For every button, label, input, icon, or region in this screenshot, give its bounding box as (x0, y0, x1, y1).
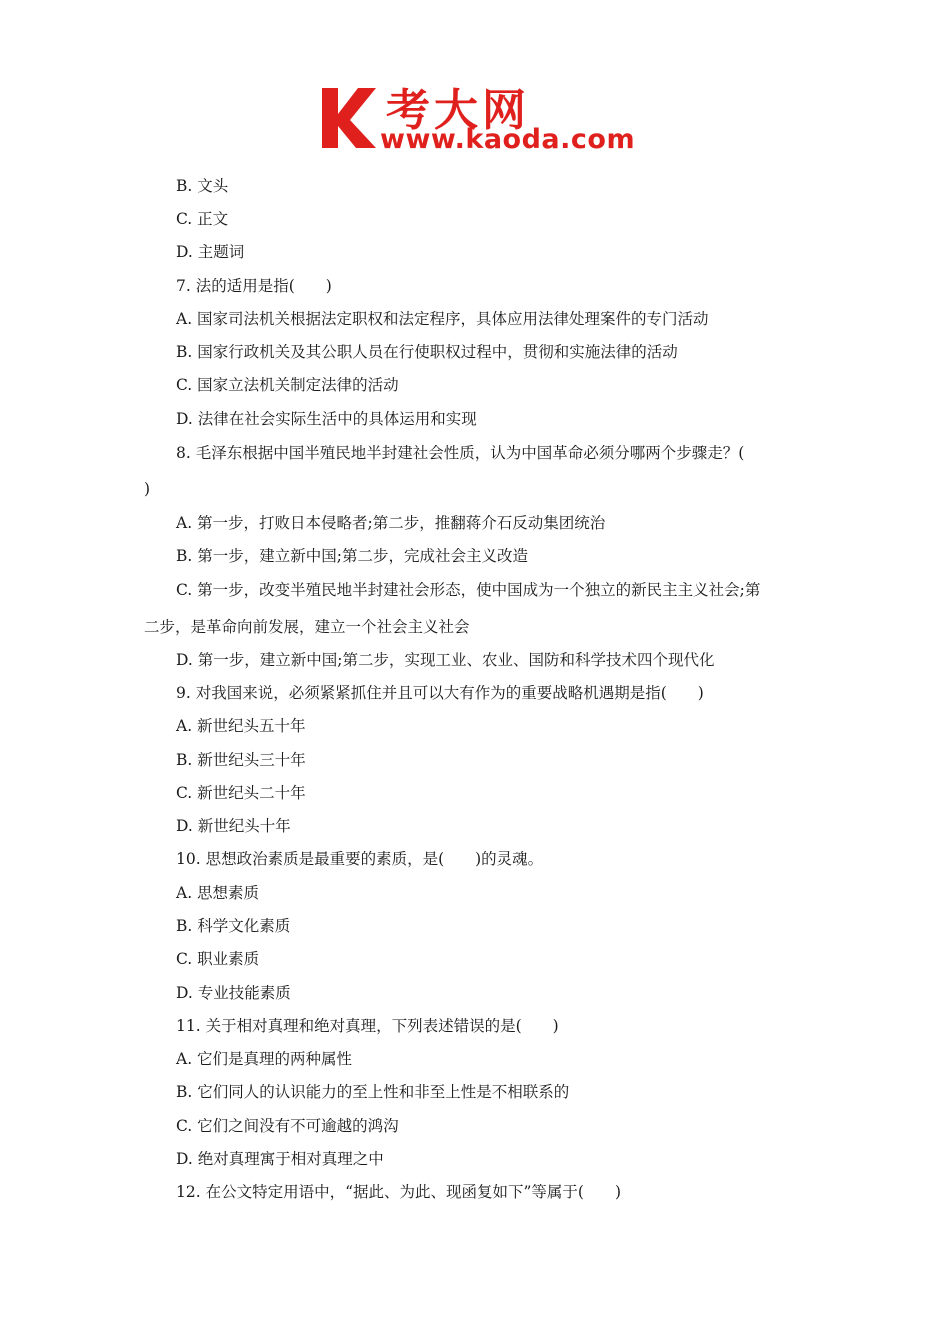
option-line: C. 第一步，改变半殖民地半封建社会形态，使中国成为一个独立的新民主主义社会;第 (176, 581, 761, 599)
option-line: A. 思想素质 (176, 884, 260, 902)
option-line: A. 第一步，打败日本侵略者;第二步，推翻蒋介石反动集团统治 (176, 514, 606, 532)
option-line: B. 文头 (176, 177, 229, 195)
option-line: B. 科学文化素质 (176, 917, 291, 935)
question-line: 12. 在公文特定用语中，“据此、为此、现函复如下”等属于( ) (176, 1183, 622, 1201)
option-line: B. 第一步，建立新中国;第二步，完成社会主义改造 (176, 547, 528, 565)
option-line: D. 第一步，建立新中国;第二步，实现工业、农业、国防和科学技术四个现代化 (176, 651, 715, 669)
option-line: C. 它们之间没有不可逾越的鸿沟 (176, 1117, 399, 1135)
option-line: C. 职业素质 (176, 950, 260, 968)
option-line: B. 新世纪头三十年 (176, 751, 306, 769)
option-line: C. 国家立法机关制定法律的活动 (176, 376, 399, 394)
option-line: A. 新世纪头五十年 (176, 717, 306, 735)
option-line: C. 新世纪头二十年 (176, 784, 306, 802)
kaoda-logo (318, 80, 638, 160)
option-line: C. 正文 (176, 210, 229, 228)
option-continuation: 二步，是革命向前发展，建立一个社会主义社会 (144, 618, 470, 636)
option-line: D. 主题词 (176, 243, 245, 261)
k-logo-icon (318, 84, 380, 150)
option-line: D. 绝对真理寓于相对真理之中 (176, 1150, 384, 1168)
question-line: 8. 毛泽东根据中国半殖民地半封建社会性质，认为中国革命必须分哪两个步骤走？( (176, 444, 745, 462)
question-line: 10. 思想政治素质是最重要的素质，是( )的灵魂。 (176, 850, 544, 868)
option-line: B. 它们同人的认识能力的至上性和非至上性是不相联系的 (176, 1083, 570, 1101)
option-line: D. 专业技能素质 (176, 984, 291, 1002)
option-line: A. 它们是真理的两种属性 (176, 1050, 353, 1068)
option-line: A. 国家司法机关根据法定职权和法定程序，具体应用法律处理案件的专门活动 (176, 310, 709, 328)
question-continuation: ) (144, 480, 151, 498)
question-line: 7. 法的适用是指( ) (176, 277, 332, 295)
question-line: 9. 对我国来说，必须紧紧抓住并且可以大有作为的重要战略机遇期是指( ) (176, 684, 704, 702)
option-line: D. 法律在社会实际生活中的具体运用和实现 (176, 410, 477, 428)
option-line: B. 国家行政机关及其公职人员在行使职权过程中，贯彻和实施法律的活动 (176, 343, 678, 361)
logo-url-text: www.kaoda.com (380, 124, 636, 155)
option-line: D. 新世纪头十年 (176, 817, 291, 835)
logo-brand-text: 考大网 (386, 85, 530, 136)
question-line: 11. 关于相对真理和绝对真理，下列表述错误的是( ) (176, 1017, 559, 1035)
